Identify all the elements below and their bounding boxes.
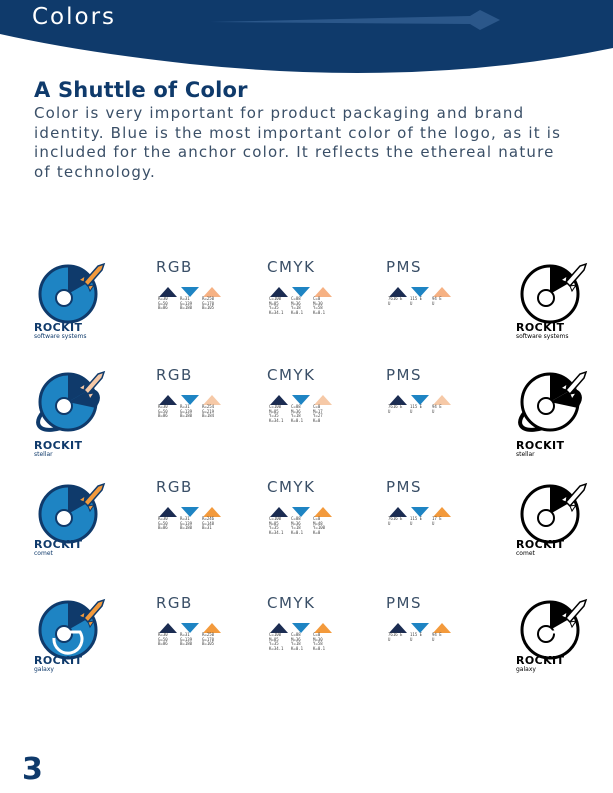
group-title-pms: PMS xyxy=(386,594,423,612)
swatch-label: 17 E U xyxy=(432,516,442,526)
brand-tagline: comet xyxy=(516,550,535,557)
swatch-label: C=100 M=85 Y=35 K=34.1 xyxy=(269,296,284,315)
swatch-label: R=31 G=139 B=180 xyxy=(180,632,193,647)
group-title-cmyk: CMYK xyxy=(267,478,316,496)
brand-tagline: comet xyxy=(34,550,53,557)
swatch-label: 7616 E U xyxy=(388,516,403,526)
swatch-label: R=246 G=148 B=31 xyxy=(202,516,215,531)
color-row-2 xyxy=(0,366,613,466)
brand-tagline: stellar xyxy=(516,451,535,458)
brand-name: ROCKIT xyxy=(516,538,565,551)
swatch-label: C=0 M=48 Y=100 K=0 xyxy=(313,516,326,535)
logo-monochrome xyxy=(516,258,598,348)
logo-monochrome xyxy=(516,366,598,456)
group-title-cmyk: CMYK xyxy=(267,366,316,384)
swatch-label: 7616 E U xyxy=(388,404,403,414)
logo-monochrome xyxy=(516,594,598,684)
swatch-label: 94 E U xyxy=(432,296,442,306)
brand-tagline: software systems xyxy=(516,333,569,340)
swatch-label: 7616 E U xyxy=(388,296,403,306)
group-title-pms: PMS xyxy=(386,478,423,496)
swatch-label: R=30 G=50 B=86 xyxy=(158,404,168,419)
intro-paragraph: Color is very important for product packaging and brand identity. Blue is the most important color of the logo, as it is included for the anchor color. It reflects the ethereal nature of technology. xyxy=(34,104,562,181)
swatch-label: 115 E U xyxy=(410,404,423,414)
brand-name: ROCKIT xyxy=(34,538,83,551)
swatch-label: R=31 G=139 B=180 xyxy=(180,516,193,531)
brand-name: ROCKIT xyxy=(516,321,565,334)
logo-color xyxy=(34,258,116,348)
swatch-label: R=30 G=50 B=86 xyxy=(158,516,168,531)
swatch-label: C=100 M=85 Y=35 K=34.1 xyxy=(269,632,284,651)
color-row-4 xyxy=(0,594,613,694)
swatch-label: C=0 M=30 Y=58 K=0.1 xyxy=(313,632,326,651)
swatch-label: R=250 G=170 B=105 xyxy=(202,296,215,311)
brand-name: ROCKIT xyxy=(516,439,565,452)
group-title-rgb: RGB xyxy=(156,258,193,276)
brand-tagline: stellar xyxy=(34,451,53,458)
group-title-cmyk: CMYK xyxy=(267,594,316,612)
logo-color xyxy=(34,594,116,684)
header-title: Colors xyxy=(32,4,117,30)
swatch-label: R=254 G=219 B=184 xyxy=(202,404,215,419)
group-title-rgb: RGB xyxy=(156,594,193,612)
logo-color xyxy=(34,478,116,568)
brand-tagline: galaxy xyxy=(34,666,54,673)
logo-color xyxy=(34,366,116,456)
color-row-3 xyxy=(0,478,613,578)
swatch-label: C=88 M=36 Y=18 K=0.1 xyxy=(291,516,304,535)
swatch-label: C=0 M=17 Y=27 K=0 xyxy=(313,404,323,423)
swatch-label: R=250 G=170 B=105 xyxy=(202,632,215,647)
group-title-cmyk: CMYK xyxy=(267,258,316,276)
group-title-rgb: RGB xyxy=(156,366,193,384)
color-row-1 xyxy=(0,258,613,358)
swatch-label: R=30 G=50 B=86 xyxy=(158,296,168,311)
brand-name: ROCKIT xyxy=(34,654,83,667)
brand-tagline: galaxy xyxy=(516,666,536,673)
swatch-label: C=88 M=36 Y=18 K=0.1 xyxy=(291,404,304,423)
swatch-label: 115 E U xyxy=(410,516,423,526)
swatch-label: R=31 G=139 B=180 xyxy=(180,296,193,311)
brand-name: ROCKIT xyxy=(34,439,83,452)
swatch-label: C=100 M=85 Y=35 K=34.1 xyxy=(269,404,284,423)
swatch-label: 115 E U xyxy=(410,632,423,642)
group-title-rgb: RGB xyxy=(156,478,193,496)
group-title-pms: PMS xyxy=(386,258,423,276)
brand-name: ROCKIT xyxy=(516,654,565,667)
swatch-label: 94 E U xyxy=(432,404,442,414)
group-title-pms: PMS xyxy=(386,366,423,384)
swatch-label: R=30 G=50 B=86 xyxy=(158,632,168,647)
page-number: 3 xyxy=(22,752,43,787)
header-band xyxy=(0,0,613,80)
brand-name: ROCKIT xyxy=(34,321,83,334)
swatch-label: C=88 M=36 Y=18 K=0.1 xyxy=(291,296,304,315)
page-headline: A Shuttle of Color xyxy=(34,78,248,102)
swatch-label: 7616 E U xyxy=(388,632,403,642)
swatch-label: C=0 M=30 Y=58 K=0.1 xyxy=(313,296,326,315)
swatch-label: 94 E U xyxy=(432,632,442,642)
swatch-label: 115 E U xyxy=(410,296,423,306)
swatch-label: C=88 M=36 Y=18 K=0.1 xyxy=(291,632,304,651)
logo-monochrome xyxy=(516,478,598,568)
swatch-label: R=31 G=139 B=180 xyxy=(180,404,193,419)
swatch-label: C=100 M=85 Y=35 K=34.1 xyxy=(269,516,284,535)
brand-tagline: software systems xyxy=(34,333,87,340)
